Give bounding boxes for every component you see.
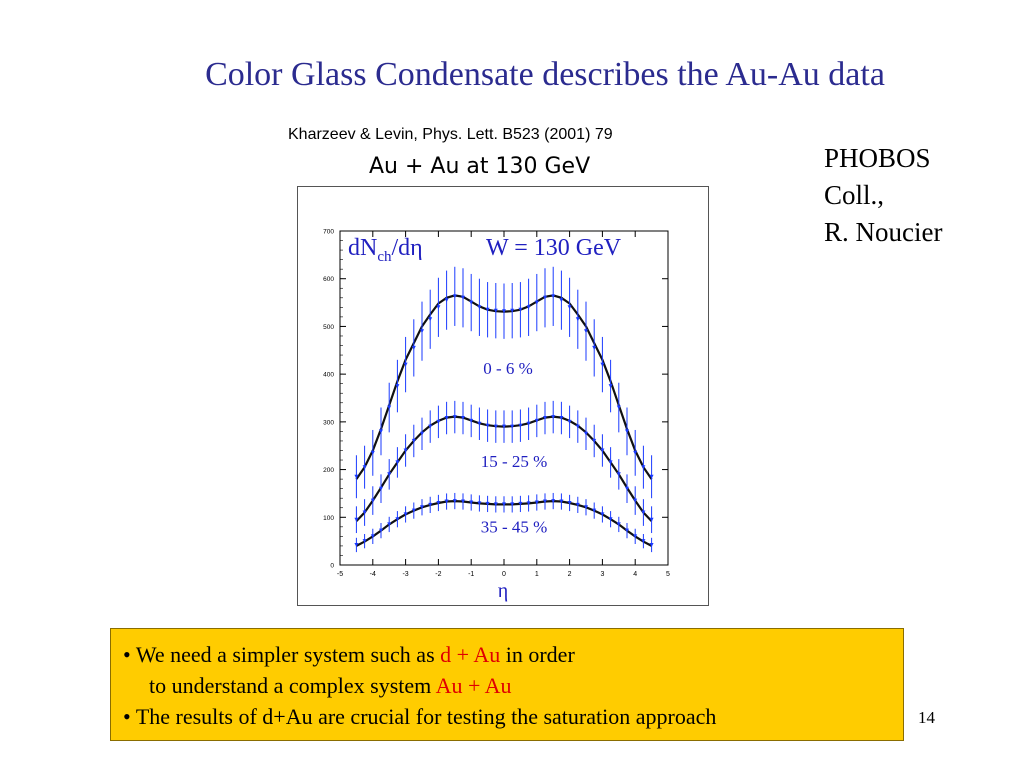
plot-frame (297, 186, 709, 606)
x-tick-label: -2 (435, 571, 442, 578)
x-tick-label: 3 (600, 571, 605, 578)
data-point (559, 298, 563, 302)
x-tick-label: 0 (502, 571, 506, 578)
credit-line-coll: Coll., (824, 180, 885, 210)
data-point (436, 305, 440, 309)
slide-subtitle: Au + Au at 130 GeV (369, 154, 591, 179)
note-line-3 (123, 701, 903, 732)
credit-line-collaboration: PHOBOS (824, 143, 931, 173)
x-tick-label: -5 (336, 571, 344, 578)
reference-citation: Kharzeev & Levin, Phys. Lett. B523 (2001) 79 (288, 126, 613, 143)
data-point (428, 317, 432, 321)
x-tick-label: -3 (402, 571, 409, 578)
chart-title-part: /dη (391, 235, 423, 261)
bullet-marker: • (123, 704, 131, 729)
chart-title-subscript: ch (377, 249, 392, 265)
y-tick-label: 0 (330, 562, 334, 570)
data-point (568, 305, 572, 309)
chart-title-part: dN (348, 235, 378, 261)
x-tick-label: 2 (567, 571, 572, 578)
credit-line-author: R. Noucier (824, 217, 943, 247)
x-tick-label: 1 (534, 571, 539, 578)
series-label: 35 - 45 % (480, 517, 548, 537)
series-label: 0 - 6 % (483, 359, 533, 379)
data-point (445, 298, 449, 302)
x-tick-label: 5 (666, 571, 670, 578)
y-tick-label: 400 (323, 371, 334, 379)
y-tick-label: 300 (323, 419, 334, 427)
note-text: We need a simpler system such as (135, 642, 441, 667)
y-tick-label: 500 (323, 323, 334, 331)
page-number: 14 (918, 708, 935, 727)
note-line-1 (123, 639, 903, 670)
y-tick-label: 700 (323, 228, 334, 236)
y-tick-label: 200 (323, 467, 334, 475)
note-box (110, 628, 904, 741)
x-tick-label: -1 (468, 571, 475, 578)
slide-title: Color Glass Condensate describes the Au-Au data (205, 56, 885, 93)
bullet-marker: • (123, 642, 131, 667)
series-3 (354, 493, 653, 552)
note-text: The results of d+Au are crucial for testing the saturation approach (135, 704, 717, 729)
data-point (576, 317, 580, 321)
x-tick-label: 4 (633, 571, 638, 578)
chart-energy-label: W = 130 GeV (486, 235, 622, 261)
credit-block (824, 140, 942, 251)
note-line-2 (123, 670, 903, 701)
note-highlight: Au + Au (435, 673, 512, 698)
note-highlight: d + Au (440, 642, 501, 667)
y-tick-label: 600 (323, 276, 334, 284)
y-tick-label: 100 (323, 514, 334, 522)
x-axis-label: η (497, 580, 509, 602)
note-text: to understand a complex system (149, 673, 436, 698)
x-tick-label: -4 (369, 571, 376, 578)
chart-title-dndeta (348, 235, 423, 265)
multiplicity-chart (298, 187, 708, 605)
note-text: in order (500, 642, 575, 667)
series-2 (354, 401, 653, 533)
series-label: 15 - 25 % (480, 452, 548, 472)
